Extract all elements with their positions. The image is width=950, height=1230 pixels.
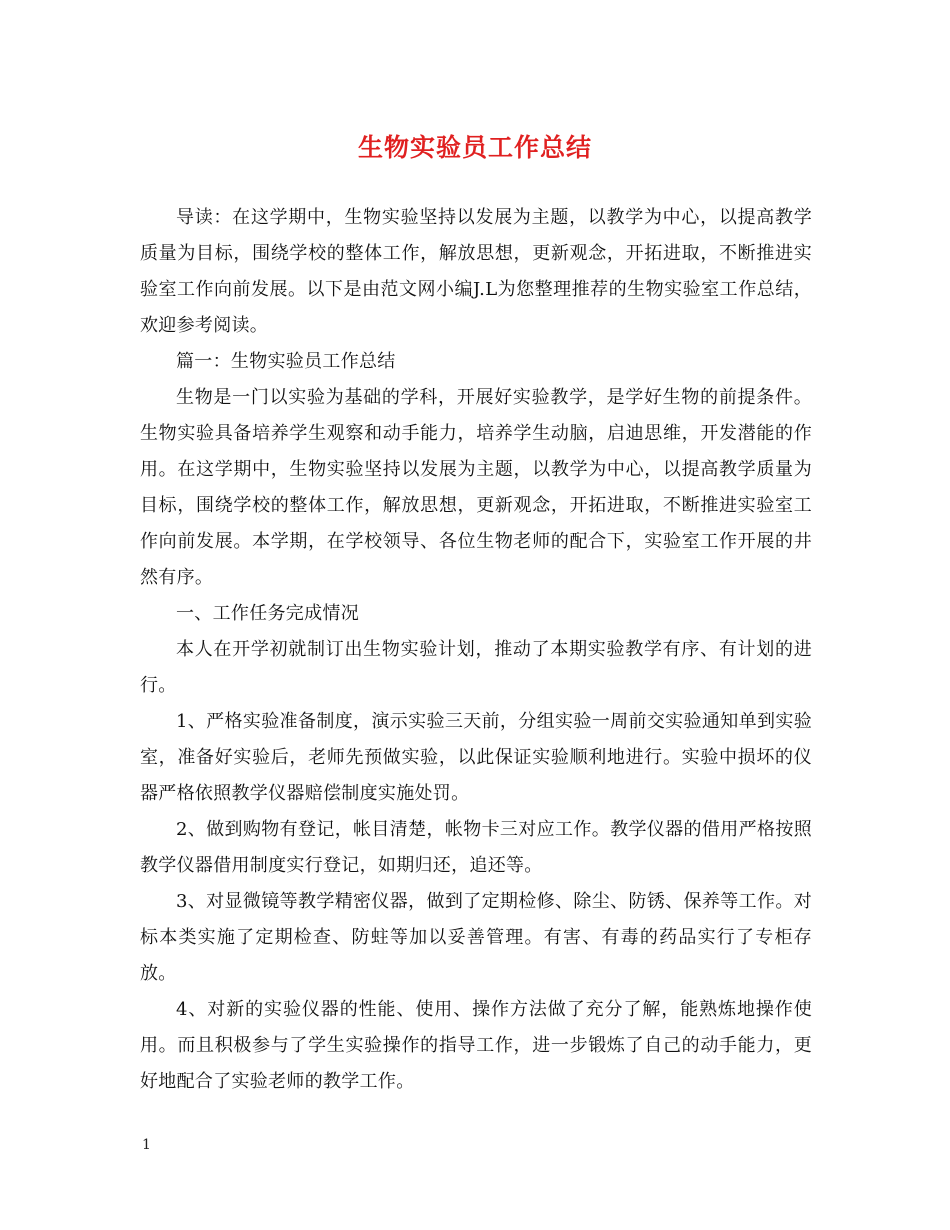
page-number: 1 bbox=[142, 1137, 151, 1153]
intro-paragraph: 导读：在这学期中，生物实验坚持以发展为主题，以教学为中心，以提高教学质量为目标，围绕学校的整体工作，解放思想，更新观念，开拓进取，不断推进实验室工作向前发展。以下是由范文网小编J.L为您整理推荐的生物实验室工作总结，欢迎参考阅读。 bbox=[140, 207, 812, 336]
list-item-4: 4、对新的实验仪器的性能、使用、操作方法做了充分了解，能熟炼地操作使用。而且积极参与了学生实验操作的指导工作，进一步锻炼了自己的动手能力，更好地配合了实验老师的教学工作。 bbox=[140, 999, 812, 1092]
list-item-1: 1、严格实验准备制度，演示实验三天前，分组实验一周前交实验通知单到实验室，准备好实验后，老师先预做实验，以此保证实验顺利地进行。实验中损坏的仪器严格依照教学仪器赔偿制度实施处罚。 bbox=[140, 711, 812, 804]
list-item-3: 3、对显微镜等教学精密仪器，做到了定期检修、除尘、防锈、保养等工作。对标本类实施了定期检查、防蛀等加以妥善管理。有害、有毒的药品实行了专柜存放。 bbox=[140, 891, 812, 984]
section-heading-task-completion: 一、工作任务完成情况 bbox=[176, 603, 359, 624]
section-heading-part-one: 篇一：生物实验员工作总结 bbox=[176, 351, 396, 372]
document-title: 生物实验员工作总结 bbox=[357, 133, 592, 162]
body-paragraph: 生物是一门以实验为基础的学科，开展好实验教学，是学好生物的前提条件。生物实验具备培养学生观察和动手能力，培养学生动脑，启迪思维，开发潜能的作用。在这学期中，生物实验坚持以发展为主题，以教学为中心，以提高教学质量为目标，围绕学校的整体工作，解放思想，更新观念，开拓进取，不断推进实验室工作向前发展。本学期，在学校领导、各位生物老师的配合下，实验室工作开展的井然有序。 bbox=[140, 387, 812, 588]
document-body bbox=[140, 200, 812, 1100]
list-item-2: 2、做到购物有登记，帐目清楚，帐物卡三对应工作。教学仪器的借用严格按照教学仪器借用制度实行登记，如期归还，追还等。 bbox=[140, 819, 812, 876]
body-paragraph: 本人在开学初就制订出生物实验计划，推动了本期实验教学有序、有计划的进行。 bbox=[140, 639, 812, 696]
